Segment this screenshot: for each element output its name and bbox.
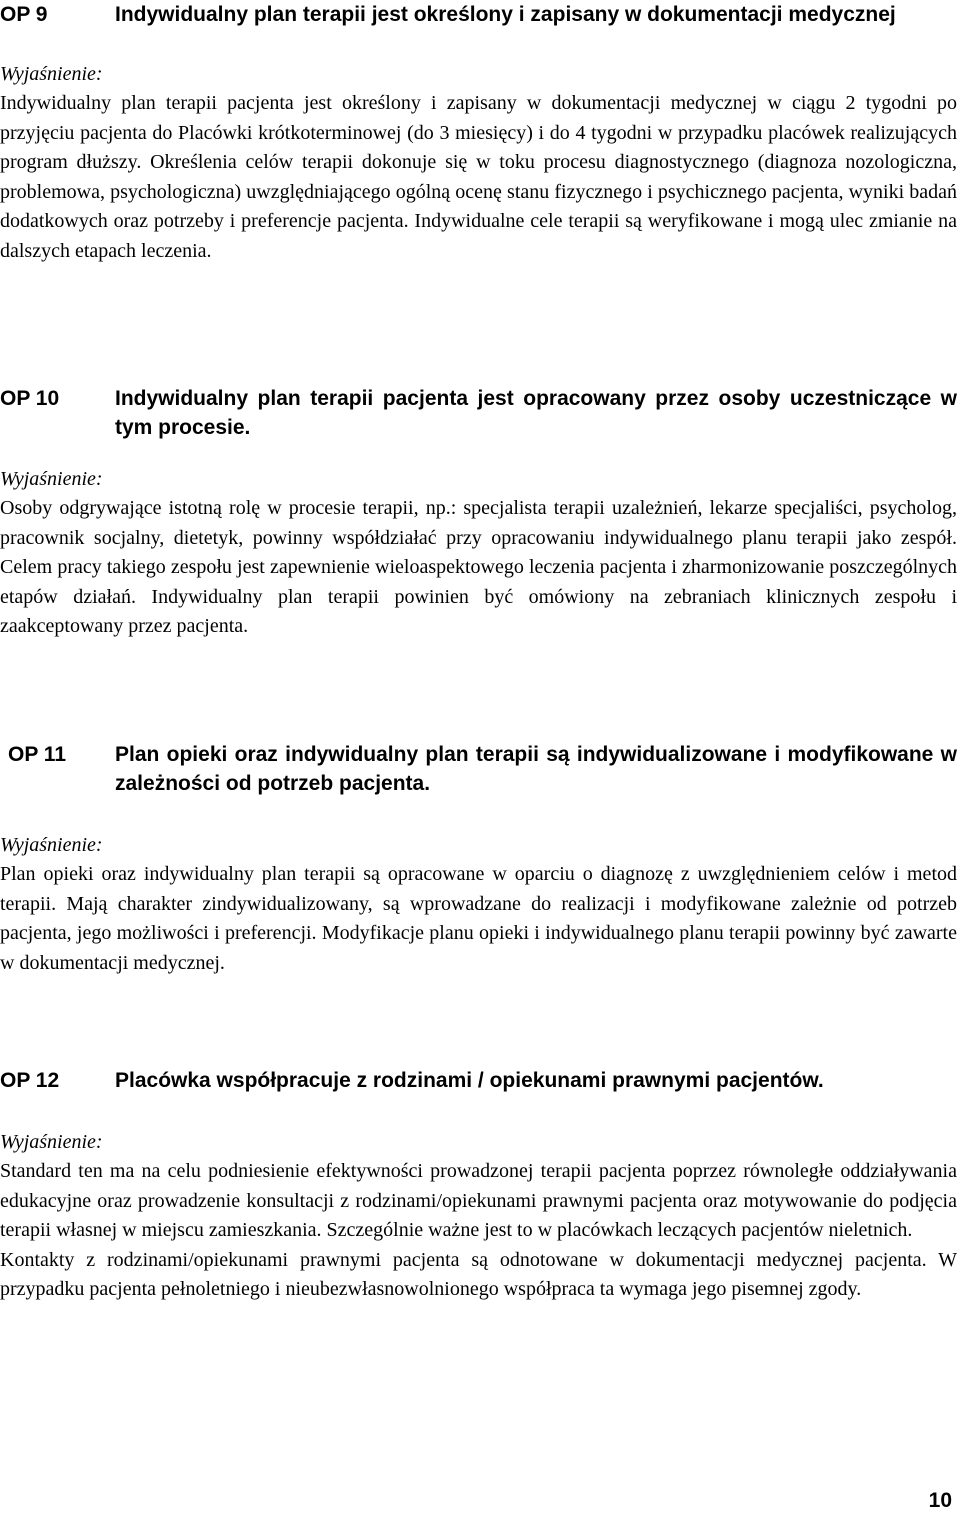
section-code: OP 11 (8, 743, 66, 766)
section-title: Plan opieki oraz indywidualny plan terapii są indywidualizowane i modyfikowane w zależności od potrzeb pacjenta. (115, 743, 957, 795)
explanation-text: Standard ten ma na celu podniesienie efektywności prowadzonej terapii pacjenta poprzez równoległe oddziaływania edukacyjne oraz prowadzenie konsultacji z rodzinami/opiekunami prawnymi pacjenta oraz motywowanie do podjęcia terapii własnej w miejscu zamieszkania. Szczególnie ważne jest to w placówkach leczących pacjentów nieletnich. (0, 1160, 957, 1241)
explanation-text: Plan opieki oraz indywidualny plan terapii są opracowane w oparciu o diagnozę z uwzględnieniem celów i metod terapii. Mają charakter zindywidualizowany, są wprowadzane do realizacji i modyfikowane zależnie od potrzeb pacjenta, jego możliwości i preferencji. Modyfikacje planu opieki i indywidualnego planu terapii powinny być zawarte w dokumentacji medycznej. (0, 863, 957, 974)
section-code: OP 10 (0, 387, 60, 410)
explanation-label: Wyjaśnienie: (0, 1131, 103, 1153)
explanation-label: Wyjaśnienie: (0, 834, 103, 856)
section-header (0, 0, 960, 29)
explanation-text: Osoby odgrywające istotną rolę w procesie terapii, np.: specjalista terapii uzależnień, lekarze specjaliści, psycholog, pracownik socjalny, dietetyk, powinny współdziałać przy opracowaniu indywidualnego planu terapii jako zespół. Celem pracy takiego zespołu jest zapewnienie wieloaspektowego leczenia pacjenta i zharmonizowanie poszczególnych etapów działań. Indywidualny plan terapii powinien być omówiony na zebraniach klinicznych zespołu i zaakceptowany przez pacjenta. (0, 497, 957, 637)
page-number: 10 (928, 1489, 952, 1512)
section-header (0, 1066, 960, 1095)
section-title: Indywidualny plan terapii jest określony i zapisany w dokumentacji medycznej (115, 3, 896, 26)
section-op10 (0, 384, 960, 642)
section-code: OP 9 (0, 3, 48, 26)
section-header (0, 740, 960, 798)
section-code: OP 12 (0, 1069, 60, 1092)
section-header (0, 384, 960, 442)
explanation-label: Wyjaśnienie: (0, 468, 103, 490)
section-title: Indywidualny plan terapii pacjenta jest opracowany przez osoby uczestniczące w tym procesie. (115, 387, 957, 439)
section-op12 (0, 1066, 960, 1305)
explanation-text: Indywidualny plan terapii pacjenta jest określony i zapisany w dokumentacji medycznej w ciągu 2 tygodni po przyjęciu pacjenta do Placówki krótkoterminowej (do 3 miesięcy) i do 4 tygodni w przypadku placówek realizujących program dłuższy. Określenia celów terapii dokonuje się w toku procesu diagnostycznego (diagnoza nozologiczna, problemowa, psychologiczna) uwzględniającego ogólną ocenę stanu fizycznego i psychicznego pacjenta, wyniki badań dodatkowych oraz potrzeby i preferencje pacjenta. Indywidualne cele terapii są weryfikowane i mogą ulec zmianie na dalszych etapach leczenia. (0, 92, 957, 262)
section-op11 (0, 740, 960, 978)
explanation-label: Wyjaśnienie: (0, 63, 103, 85)
section-title: Placówka współpracuje z rodzinami / opiekunami prawnymi pacjentów. (115, 1069, 824, 1092)
explanation-text: Kontakty z rodzinami/opiekunami prawnymi pacjenta są odnotowane w dokumentacji medycznej pacjenta. W przypadku pacjenta pełnoletniego i nieubezwłasnowolnionego współpraca ta wymaga jego pisemnej zgody. (0, 1248, 957, 1300)
section-op9 (0, 0, 960, 266)
